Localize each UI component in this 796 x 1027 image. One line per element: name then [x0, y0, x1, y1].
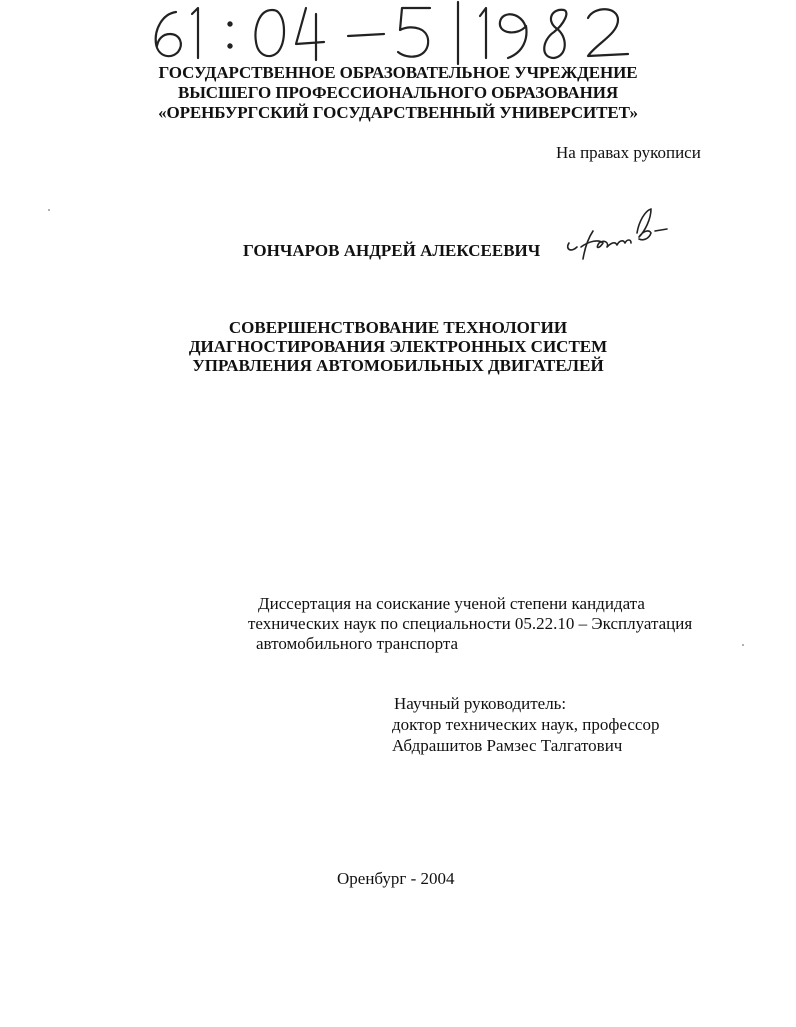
- dissertation-line-1: Диссертация на соискание ученой степени кандидата: [258, 594, 645, 613]
- author-signature: [559, 203, 669, 273]
- handwritten-archive-code: [140, 0, 660, 66]
- title-line-1: СОВЕРШЕНСТВОВАНИЕ ТЕХНОЛОГИИ: [228, 318, 568, 337]
- rights-note: На правах рукописи: [556, 143, 701, 162]
- supervisor-label: Научный руководитель:: [394, 694, 567, 713]
- supervisor-name: Абдрашитов Рамзес Талгатович: [392, 736, 623, 755]
- institution-line-1: ГОСУДАРСТВЕННОЕ ОБРАЗОВАТЕЛЬНОЕ УЧРЕЖДЕНИЕ: [158, 63, 638, 82]
- supervisor-degree: доктор технических наук, профессор: [392, 715, 660, 734]
- place-and-year: Оренбург - 2004: [337, 869, 455, 888]
- title-line-3: УПРАВЛЕНИЯ АВТОМОБИЛЬНЫХ ДВИГАТЕЛЕЙ: [192, 356, 604, 375]
- dissertation-line-3: автомобильного транспорта: [256, 634, 459, 653]
- dissertation-line-2: технических наук по специальности 05.22.10 – Эксплуатация: [248, 614, 693, 633]
- title-line-2: ДИАГНОСТИРОВАНИЯ ЭЛЕКТРОННЫХ СИСТЕМ: [188, 337, 608, 356]
- author-row: [243, 241, 540, 261]
- dissertation-title: [0, 318, 796, 375]
- scan-speck: [48, 209, 50, 211]
- dissertation-description: [248, 594, 692, 654]
- scan-speck: [742, 644, 744, 646]
- author-name: ГОНЧАРОВ АНДРЕЙ АЛЕКСЕЕВИЧ: [243, 241, 541, 260]
- institution-line-3: «ОРЕНБУРГСКИЙ ГОСУДАРСТВЕННЫЙ УНИВЕРСИТЕТ»: [158, 103, 638, 122]
- supervisor-block: [392, 693, 659, 756]
- institution-header: [0, 63, 796, 123]
- institution-line-2: ВЫСШЕГО ПРОФЕССИОНАЛЬНОГО ОБРАЗОВАНИЯ: [177, 83, 619, 102]
